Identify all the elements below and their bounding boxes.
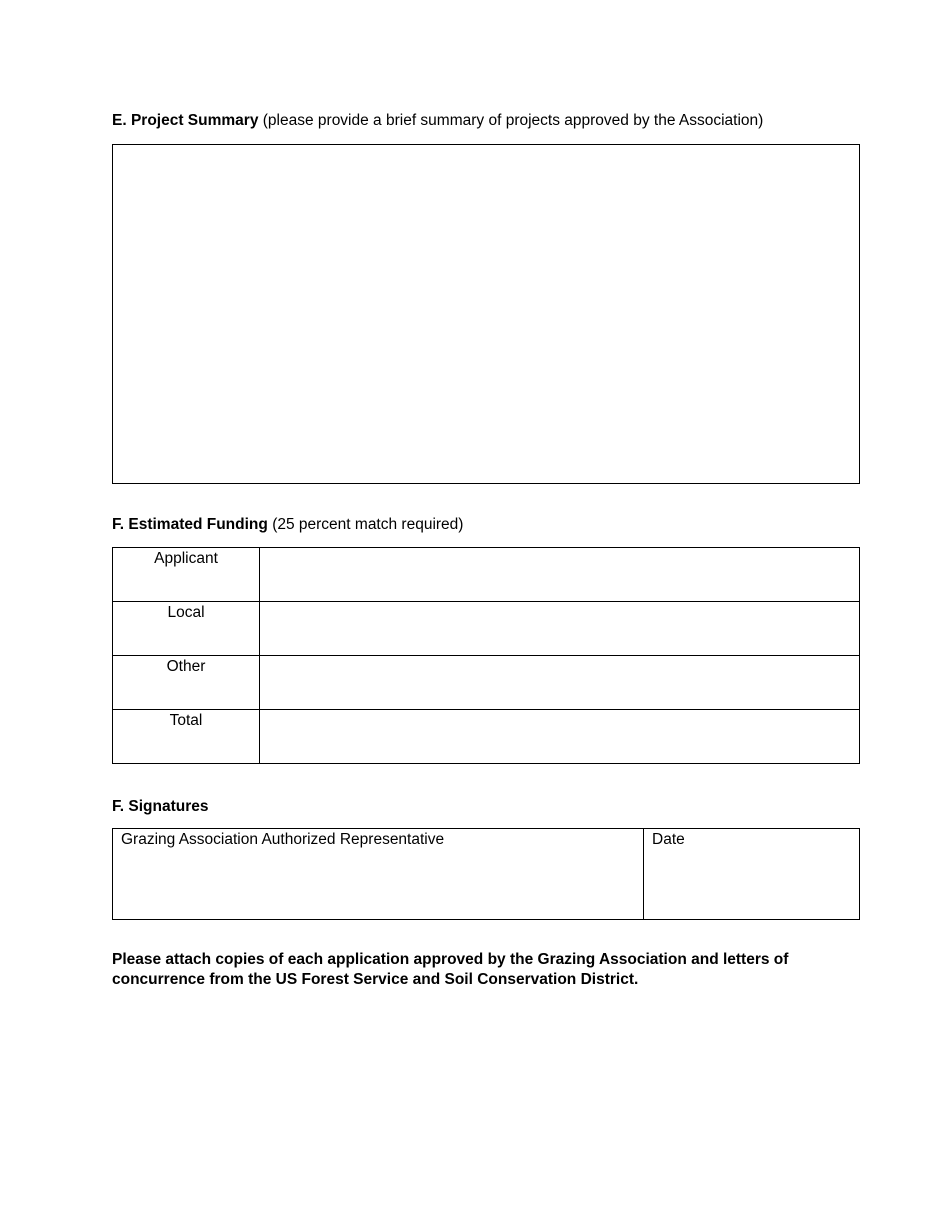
funding-row-total (113, 710, 860, 764)
funding-value-applicant[interactable] (260, 548, 860, 602)
funding-label-total: Total (113, 710, 260, 764)
signatures-heading (112, 797, 208, 817)
representative-signature-field[interactable] (113, 829, 644, 920)
attachment-note: Please attach copies of each application approved by the Grazing Association and letters of concurrence from the US Forest Service and Soil Conservation District. (112, 951, 789, 988)
funding-row-local (113, 602, 860, 656)
signature-date-field[interactable] (644, 829, 860, 920)
project-summary-heading (112, 111, 763, 131)
funding-label-other: Other (113, 656, 260, 710)
estimated-funding-heading (112, 515, 463, 535)
signature-row (113, 829, 860, 920)
funding-row-applicant (113, 548, 860, 602)
funding-value-local[interactable] (260, 602, 860, 656)
project-summary-title: E. Project Summary (112, 112, 259, 129)
date-label: Date (652, 831, 685, 848)
funding-value-total[interactable] (260, 710, 860, 764)
estimated-funding-title: F. Estimated Funding (112, 516, 268, 533)
signatures-title: F. Signatures (112, 798, 209, 815)
representative-label: Grazing Association Authorized Representative (121, 831, 445, 848)
signature-table (112, 828, 860, 920)
project-summary-note: (please provide a brief summary of projects approved by the Association) (262, 112, 764, 129)
project-summary-field[interactable] (112, 144, 860, 484)
funding-table (112, 547, 860, 764)
funding-label-local: Local (113, 602, 260, 656)
funding-value-other[interactable] (260, 656, 860, 710)
estimated-funding-note: (25 percent match required) (272, 516, 464, 533)
funding-label-applicant: Applicant (113, 548, 260, 602)
funding-row-other (113, 656, 860, 710)
